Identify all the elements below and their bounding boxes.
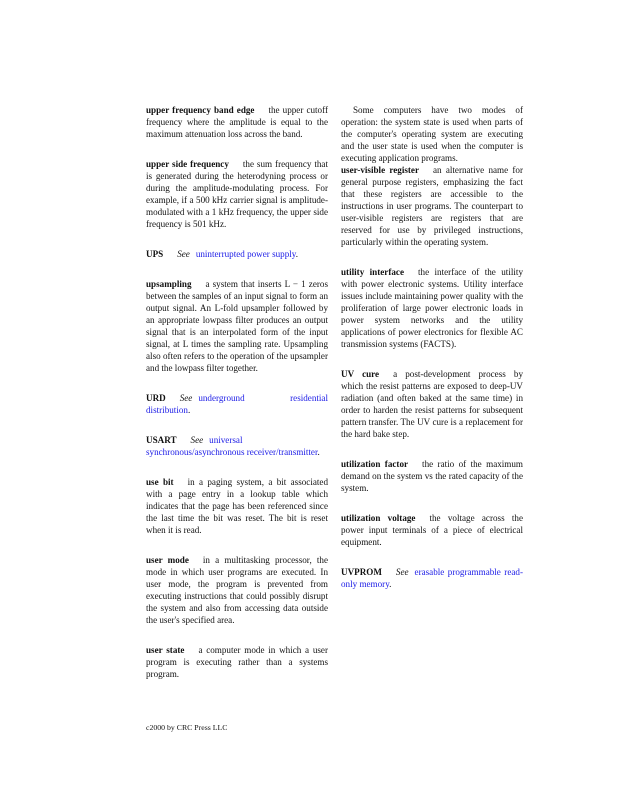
entry-term: utility interface <box>341 267 404 277</box>
entry-punctuation: . <box>389 579 392 589</box>
glossary-entry <box>341 368 523 440</box>
entry-definition: the voltage across the power input terminals of a piece of electrical equipment. <box>341 513 523 547</box>
glossary-entry <box>146 476 328 536</box>
glossary-entry <box>146 278 328 374</box>
cross-reference-link[interactable]: uninterrupted power supply <box>195 249 296 259</box>
see-label: See <box>179 393 193 403</box>
entry-definition: the upper cutoff frequency where the amplitude is equal to the maximum attenuation loss across the band. <box>146 105 328 139</box>
continuation-paragraph: Some computers have two modes of operation: the system state is used when parts of the computer's operating system are executing and the user state is used when the computer is executing application programs. <box>341 105 523 163</box>
entry-definition: a post-development process by which the resist patterns are exposed to deep-UV radiation (and often baked at the same time) in order to harden the resist patterns for subsequent pattern transfer. The UV cure is a replacement for the hard bake step. <box>341 369 523 439</box>
glossary-entry <box>341 458 523 494</box>
entry-definition: an alternative name for general purpose registers, emphasizing the fact that these registers are accessible to the instructions in user programs. The counterpart to user-visible registers are registers that are reserved for use by privileged instructions, particularly within the operating system. <box>341 165 524 247</box>
glossary-entry <box>341 512 523 548</box>
entry-term: UPS <box>146 249 164 259</box>
entry-definition: the ratio of the maximum demand on the system vs the rated capacity of the system. <box>341 459 524 493</box>
entry-term: use bit <box>146 477 174 487</box>
entry-definition: in a paging system, a bit associated with a page entry in a lookup table which indicates that the page has been referenced since the last time the bit was reset. The bit is reset when it is read. <box>146 477 328 535</box>
entry-term: user-visible register <box>341 165 419 175</box>
glossary-entry <box>146 392 328 416</box>
entry-definition: a system that inserts L − 1 zeros between the samples of an input signal to form an output signal. An L-fold upsampler followed by an appropriate lowpass filter produces an output signal that is an interpolated form of the input signal, at L times the sampling rate. Upsampling also often refers to the operation of the upsampler and the lowpass filter together. <box>146 279 328 373</box>
left-column <box>146 104 328 698</box>
glossary-entry <box>146 554 328 626</box>
entry-term: upper frequency band edge <box>146 105 255 115</box>
glossary-entry <box>146 158 328 230</box>
glossary-entry <box>341 266 523 350</box>
glossary-entry <box>146 644 328 680</box>
entry-term: UV cure <box>341 369 380 379</box>
entry-definition: the interface of the utility with power electronic systems. Utility interface issues include maintaining power quality with the proliferation of large power electronic loads in power system networks and the utility applications of power electronics for flexible AC transmission systems (FACTS). <box>341 267 523 349</box>
see-label: See <box>190 435 204 445</box>
glossary-entry <box>146 434 328 458</box>
cross-reference-link[interactable]: universal synchronous/asynchronous receiver/transmitter <box>146 435 318 457</box>
entry-term: upper side frequency <box>146 159 229 169</box>
entry-term: user mode <box>146 555 189 565</box>
glossary-entry <box>341 566 523 590</box>
entry-punctuation: . <box>317 447 320 457</box>
entry-term: USART <box>146 435 177 445</box>
entry-term: upsampling <box>146 279 192 289</box>
entry-term: utilization voltage <box>341 513 416 523</box>
entry-term: URD <box>146 393 166 403</box>
glossary-entry <box>146 248 328 260</box>
right-column <box>341 104 523 608</box>
entry-term: user state <box>146 645 185 655</box>
cross-reference-link[interactable]: underground residential distribution <box>146 393 328 415</box>
entry-term: utilization factor <box>341 459 409 469</box>
entry-definition: a computer mode in which a user program is executing rather than a systems program. <box>146 645 328 679</box>
copyright-footer: c2000 by CRC Press LLC <box>146 723 228 732</box>
see-label: See <box>395 567 409 577</box>
glossary-entry <box>146 104 328 140</box>
glossary-entry <box>341 164 523 248</box>
cross-reference-link[interactable]: erasable programmable read-only memory <box>341 567 523 589</box>
entry-punctuation: . <box>187 405 191 415</box>
entry-punctuation: . <box>295 249 299 259</box>
entry-definition: in a multitasking processor, the mode in which user programs are executed. In user mode, the program is prevented from executing instructions that could possibly disrupt the system and also from accessing data outside the user's specified area. <box>146 555 328 625</box>
entry-definition: the sum frequency that is generated during the heterodyning process or during the amplitude-modulating process. For example, if a 500 kHz carrier signal is amplitude-modulated with a 1 kHz frequency, the upper side frequency is 501 kHz. <box>146 159 328 229</box>
see-label: See <box>177 249 190 259</box>
entry-term: UVPROM <box>341 567 382 577</box>
